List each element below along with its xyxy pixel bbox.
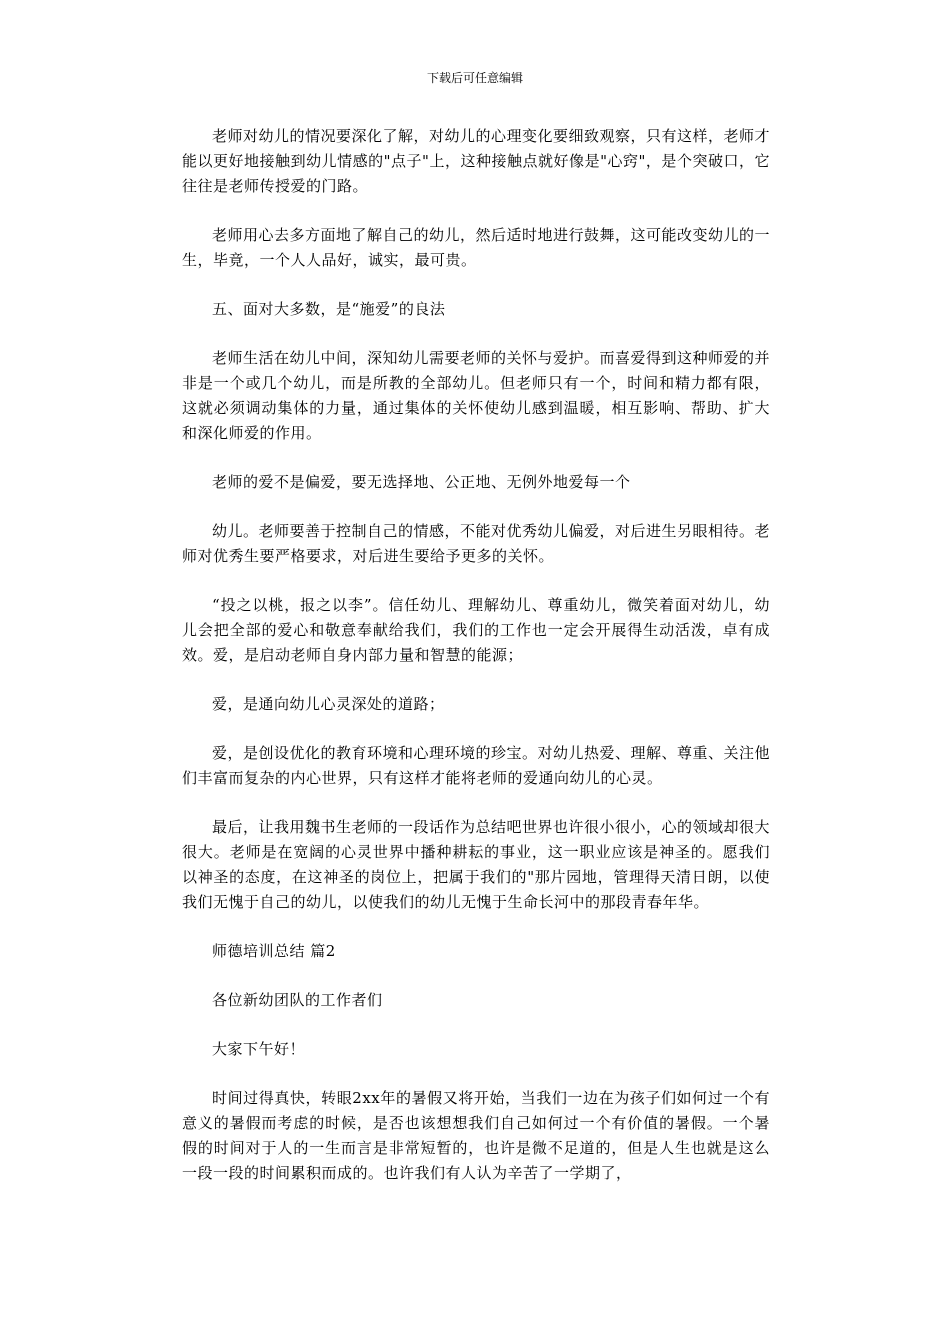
document-body — [182, 124, 770, 1210]
paragraph: 老师对幼儿的情况要深化了解，对幼儿的心理变化要细致观察，只有这样，老师才能以更好地接触到幼儿情感的"点子"上，这种接触点就好像是"心窍"，是个突破口，它往往是老师传授爱的门路。 — [182, 127, 771, 195]
section-title: 师德培训总结 篇2 — [212, 942, 336, 960]
section-heading: 五、面对大多数，是“施爱”的良法 — [212, 300, 446, 318]
paragraph: 爱，是创设优化的教育环境和心理环境的珍宝。对幼儿热爱、理解、尊重、关注他们丰富而复杂的内心世界，只有这样才能将老师的爱通向幼儿的心灵。 — [182, 744, 771, 787]
paragraph: 时间过得真快，转眼2xx年的暑假又将开始，当我们一边在为孩子们如何过一个有意义的暑假而考虑的时候，是否也该想想我们自己如何过一个有价值的暑假。一个暑假的时间对于人的一生而言是非常短暂的，也许是微不足道的，但是人生也就是这么一段一段的时间累积而成的。也许我们有人认为辛苦了一学期了， — [182, 1089, 770, 1182]
greeting: 大家下午好！ — [212, 1040, 306, 1058]
paragraph: 爱，是通向幼儿心灵深处的道路； — [212, 695, 445, 713]
paragraph: 老师的爱不是偏爱，要无选择地、公正地、无例外地爱每一个 — [212, 473, 631, 491]
paragraph: 最后，让我用魏书生老师的一段话作为总结吧世界也许很小很小，心的领域却很大很大。老师是在宽阔的心灵世界中播种耕耘的事业，这一职业应该是神圣的。愿我们以神圣的态度，在这神圣的岗位上，把属于我们的"那片园地，管理得天清日朗，以使我们无愧于自己的幼儿，以使我们的幼儿无愧于生命长河中的那段青春年华。 — [182, 818, 771, 911]
paragraph: 幼儿。老师要善于控制自己的情感，不能对优秀幼儿偏爱，对后进生另眼相待。老师对优秀生要严格要求，对后进生要给予更多的关怀。 — [182, 522, 771, 565]
paragraph: 老师用心去多方面地了解自己的幼儿，然后适时地进行鼓舞，这可能改变幼儿的一生，毕竟，一个人人品好，诚实，最可贵。 — [182, 226, 771, 269]
paragraph: “投之以桃，报之以李”。信任幼儿、理解幼儿、尊重幼儿，微笑着面对幼儿，幼儿会把全部的爱心和敬意奉献给我们，我们的工作也一定会开展得生动活泼，卓有成效。爱，是启动老师自身内部力量和智慧的能源； — [182, 596, 770, 664]
salutation: 各位新幼团队的工作者们 — [212, 991, 383, 1009]
page-header: 下载后可任意编辑 — [426, 71, 523, 85]
paragraph: 老师生活在幼儿中间，深知幼儿需要老师的关怀与爱护。而喜爱得到这种师爱的并非是一个或几个幼儿，而是所教的全部幼儿。但老师只有一个，时间和精力都有限，这就必须调动集体的力量，通过集体的关怀使幼儿感到温暖，相互影响、帮助、扩大和深化师爱的作用。 — [182, 349, 771, 442]
